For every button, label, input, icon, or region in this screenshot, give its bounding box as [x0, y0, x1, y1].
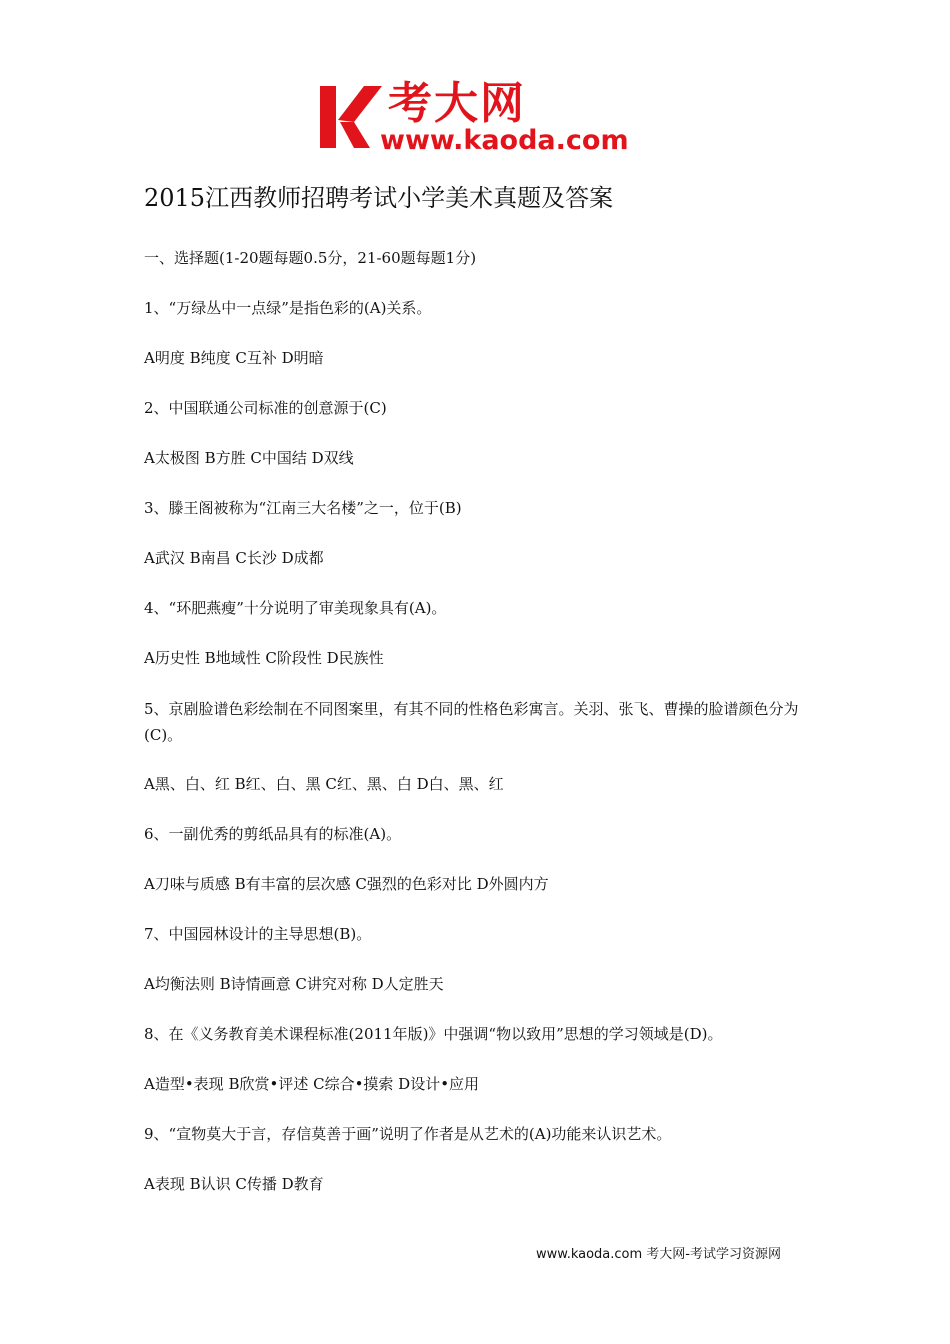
question-1: 1、“万绿丛中一点绿”是指色彩的(A)关系。 — [144, 299, 432, 317]
options-3: A武汉 B南昌 C长沙 D成都 — [144, 549, 324, 567]
logo-brand-cn: 考大网 — [388, 78, 526, 129]
options-2: A太极图 B方胜 C中国结 D双线 — [144, 449, 354, 467]
question-5: 5、京剧脸谱色彩绘制在不同图案里，有其不同的性格色彩寓言。关羽、张飞、曹操的脸谱颜色分为(C)。 — [144, 700, 799, 744]
options-7: A均衡法则 B诗情画意 C讲究对称 D人定胜天 — [144, 975, 444, 993]
question-6: 6、一副优秀的剪纸品具有的标准(A)。 — [144, 825, 402, 843]
question-7: 7、中国园林设计的主导思想(B)。 — [144, 925, 372, 943]
options-1: A明度 B纯度 C互补 D明暗 — [144, 349, 324, 367]
options-6: A刀味与质感 B有丰富的层次感 C强烈的色彩对比 D外圆内方 — [144, 875, 549, 893]
logo-brand-url: www.kaoda.com — [380, 125, 629, 156]
document-title: 2015江西教师招聘考试小学美术真题及答案 — [144, 184, 614, 212]
options-9: A表现 B认识 C传播 D教育 — [144, 1175, 324, 1193]
question-3: 3、滕王阁被称为“江南三大名楼”之一，位于(B) — [144, 499, 462, 517]
section-heading: 一、选择题(1-20题每题0.5分，21-60题每题1分) — [144, 249, 477, 267]
question-9: 9、“宣物莫大于言，存信莫善于画”说明了作者是从艺术的(A)功能来认识艺术。 — [144, 1125, 672, 1143]
page-footer: www.kaoda.com 考大网-考试学习资源网 — [536, 1247, 781, 1262]
document-body — [144, 246, 814, 1222]
question-8: 8、在《义务教育美术课程标准(2011年版)》中强调“物以致用”思想的学习领域是(D)。 — [144, 1025, 723, 1043]
kaoda-logo — [318, 80, 638, 160]
options-4: A历史性 B地域性 C阶段性 D民族性 — [144, 649, 384, 667]
question-2: 2、中国联通公司标准的创意源于(C) — [144, 399, 387, 417]
options-8: A造型•表现 B欣赏•评述 C综合•摸索 D设计•应用 — [144, 1075, 480, 1093]
options-5: A黑、白、红 B红、白、黑 C红、黑、白 D白、黑、红 — [144, 775, 504, 793]
k-logo-icon — [318, 82, 384, 152]
question-4: 4、“环肥燕瘦”十分说明了审美现象具有(A)。 — [144, 599, 447, 617]
